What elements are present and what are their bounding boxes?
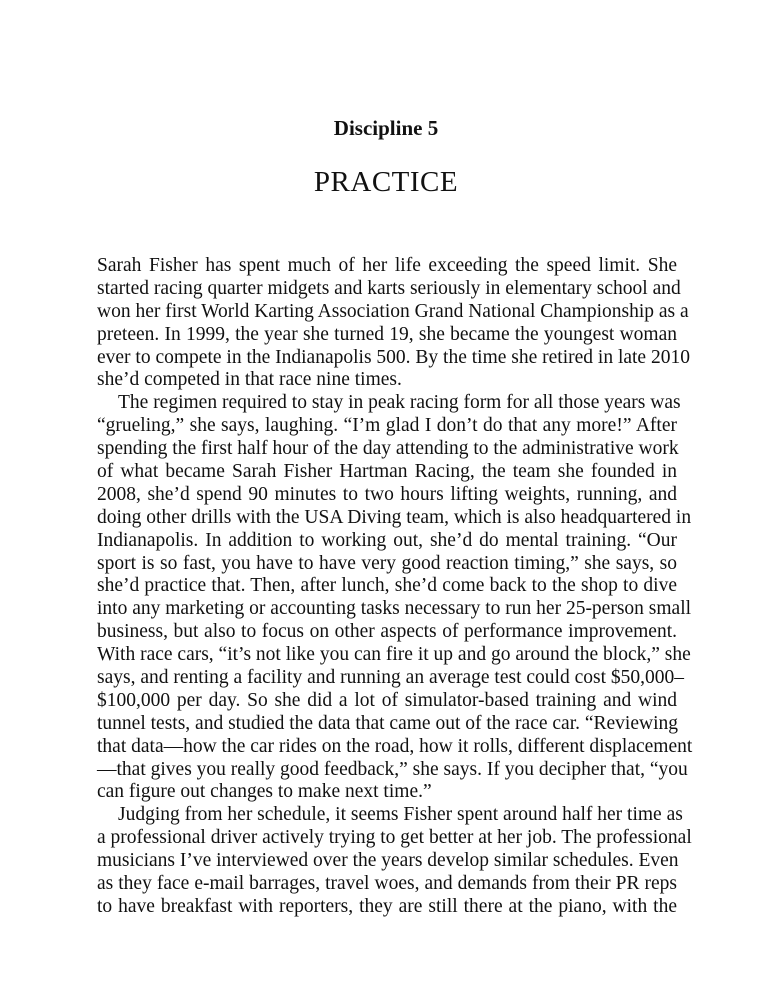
text-line: business, but also to focus on other aspects of performance improvement. bbox=[97, 621, 677, 643]
text-line: a professional driver actively trying to get better at her job. The professional bbox=[97, 827, 692, 849]
text-line: of what became Sarah Fisher Hartman Racing, the team she founded in bbox=[97, 461, 677, 483]
text-line: $100,000 per day. So she did a lot of simulator-based training and wind bbox=[97, 689, 677, 711]
body-text bbox=[97, 255, 693, 919]
text-line: spending the first half hour of the day attending to the administrative work bbox=[97, 438, 679, 460]
text-line: into any marketing or accounting tasks necessary to run her 25-person small bbox=[97, 598, 692, 620]
text-line: musicians I’ve interviewed over the years develop similar schedules. Even bbox=[97, 850, 679, 872]
text-line: won her first World Karting Association Grand National Championship as a bbox=[97, 300, 689, 322]
text-line: doing other drills with the USA Diving team, which is also headquartered in bbox=[97, 506, 692, 528]
text-line: that data—how the car rides on the road, how it rolls, different displacement bbox=[97, 735, 693, 757]
text-line: she’d practice that. Then, after lunch, she’d come back to the shop to dive bbox=[97, 575, 677, 597]
text-line: Indianapolis. In addition to working out, she’d do mental training. “Our bbox=[97, 529, 677, 551]
text-line: The regimen required to stay in peak racing form for all those years was bbox=[118, 392, 681, 414]
text-line: sport is so fast, you have to have very good reaction timing,” she says, so bbox=[97, 552, 677, 574]
text-line: 2008, she’d spend 90 minutes to two hours lifting weights, running, and bbox=[97, 483, 677, 505]
text-line: preteen. In 1999, the year she turned 19, she became the youngest woman bbox=[97, 323, 677, 345]
text-line: Judging from her schedule, it seems Fisher spent around half her time as bbox=[118, 804, 683, 826]
text-line: With race cars, “it’s not like you can fire it up and go around the block,” she bbox=[97, 644, 691, 666]
text-line: to have breakfast with reporters, they are still there at the piano, with the bbox=[97, 895, 677, 917]
text-line: says, and renting a facility and running an average test could cost $50,000– bbox=[97, 667, 684, 689]
text-line: she’d competed in that race nine times. bbox=[97, 369, 402, 391]
text-line: tunnel tests, and studied the data that came out of the race car. “Reviewing bbox=[97, 712, 679, 734]
text-line: —that gives you really good feedback,” she says. If you decipher that, “you bbox=[97, 758, 688, 780]
text-line: Sarah Fisher has spent much of her life exceeding the speed limit. She bbox=[97, 255, 677, 276]
chapter-title: PRACTICE bbox=[313, 166, 459, 198]
text-line: as they face e-mail barrages, travel woes, and demands from their PR reps bbox=[97, 873, 677, 895]
chapter-label: Discipline 5 bbox=[333, 116, 439, 140]
text-line: started racing quarter midgets and karts seriously in elementary school and bbox=[97, 277, 681, 299]
text-line: ever to compete in the Indianapolis 500. By the time she retired in late 2010 bbox=[97, 346, 690, 368]
text-line: can figure out changes to make next time.” bbox=[97, 781, 432, 803]
text-line: “grueling,” she says, laughing. “I’m glad I don’t do that any more!” After bbox=[97, 415, 677, 437]
